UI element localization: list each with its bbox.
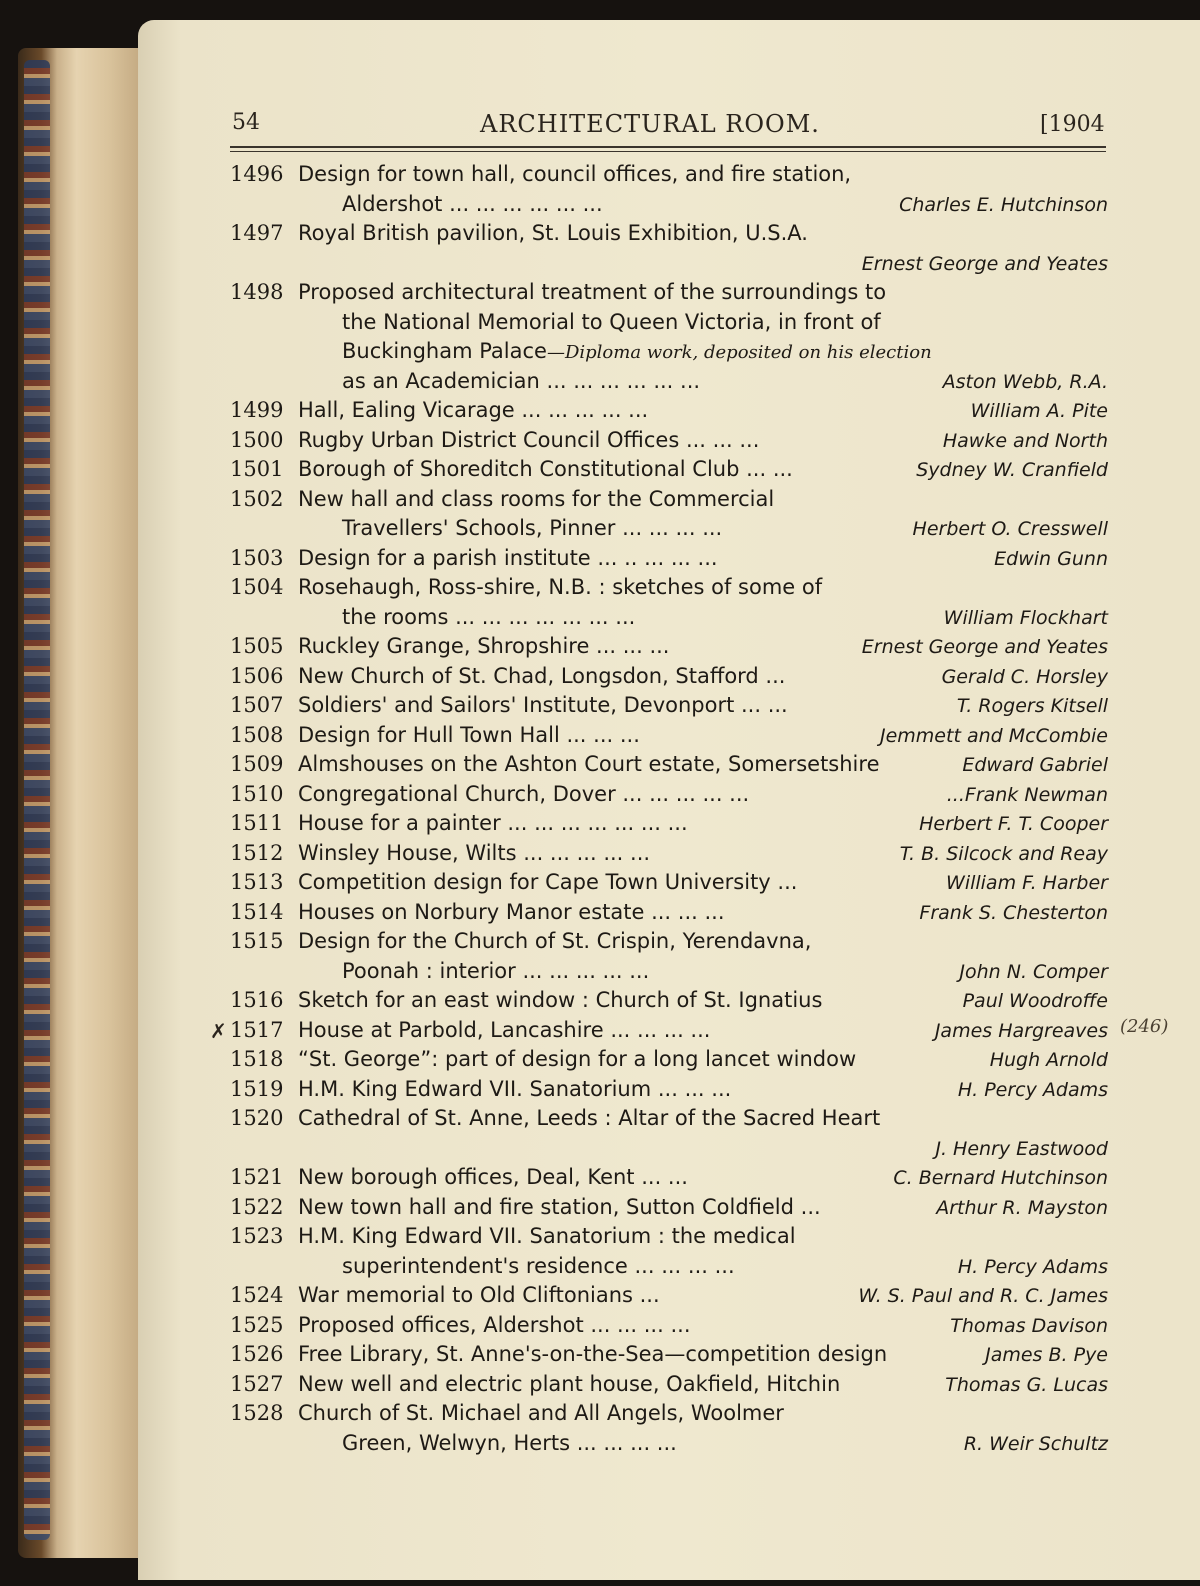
architect-name: ...Frank Newman bbox=[946, 783, 1108, 806]
catalogue-entry bbox=[0, 809, 1200, 839]
entry-description: superintendent's residence ... ... ... ... bbox=[342, 1253, 735, 1278]
catalogue-entry bbox=[0, 927, 1200, 986]
header-rule bbox=[230, 146, 1106, 148]
architect-name: T. B. Silcock and Reay bbox=[899, 842, 1108, 865]
architect-name: T. Rogers Kitsell bbox=[956, 695, 1108, 717]
entry-description: Proposed architectural treatment of the surroundings to bbox=[298, 280, 887, 304]
entry-description: Travellers' Schools, Pinner ... ... ... ... bbox=[342, 516, 723, 540]
entry-description: Ruckley Grange, Shropshire ... ... ... bbox=[298, 634, 670, 658]
catalogue-number: 1513 bbox=[230, 870, 284, 894]
architect-name: Jemmett and McCombie bbox=[880, 724, 1108, 747]
entry-line bbox=[0, 337, 1200, 367]
entry-line bbox=[0, 662, 1200, 692]
entry-description: the National Memorial to Queen Victoria, in front of bbox=[342, 309, 881, 334]
entry-line bbox=[0, 1252, 1200, 1282]
catalogue-entry bbox=[0, 1016, 1200, 1046]
catalogue-entry bbox=[0, 455, 1200, 485]
entry-line bbox=[0, 868, 1200, 898]
catalogue-number: 1527 bbox=[230, 1371, 284, 1396]
catalogue-number: 1503 bbox=[230, 545, 284, 570]
catalogue-number: 1512 bbox=[230, 840, 284, 865]
catalogue-number: 1523 bbox=[230, 1224, 284, 1248]
entry-description: Houses on Norbury Manor estate ... ... ... bbox=[298, 899, 725, 924]
entry-line bbox=[0, 219, 1200, 249]
entry-description: “St. George”: part of design for a long lancet window bbox=[298, 1047, 857, 1071]
entry-line bbox=[0, 426, 1200, 456]
entry-line bbox=[0, 927, 1200, 957]
catalogue-number: 1514 bbox=[230, 899, 284, 924]
catalogue-entry bbox=[0, 868, 1200, 898]
catalogue-number: 1509 bbox=[230, 752, 284, 776]
entry-description: Winsley House, Wilts ... ... ... ... ... bbox=[298, 840, 651, 865]
catalogue-entry bbox=[0, 278, 1200, 396]
catalogue-entry bbox=[0, 426, 1200, 456]
running-year: [1904 bbox=[1040, 112, 1105, 137]
entry-line bbox=[0, 691, 1200, 721]
architect-name: Herbert O. Cresswell bbox=[912, 518, 1108, 540]
catalogue-number: 1505 bbox=[230, 634, 284, 658]
architect-name: Herbert F. T. Cooper bbox=[919, 813, 1108, 835]
entry-line bbox=[0, 278, 1200, 308]
entry-line bbox=[0, 632, 1200, 662]
catalogue-number: 1511 bbox=[230, 811, 284, 835]
architect-name: James Hargreaves bbox=[934, 1019, 1108, 1042]
catalogue-entry bbox=[0, 1311, 1200, 1341]
architect-name: Edward Gabriel bbox=[962, 754, 1108, 776]
catalogue-number: 1504 bbox=[230, 575, 284, 599]
entry-description: Design for a parish institute ... .. ... ... ... bbox=[298, 545, 718, 570]
entry-line bbox=[0, 780, 1200, 810]
entry-description: Rugby Urban District Council Offices ... ... ... bbox=[298, 427, 760, 452]
entry-line bbox=[0, 1281, 1200, 1311]
catalogue-entry bbox=[0, 721, 1200, 751]
entry-description: New borough offices, Deal, Kent ... ... bbox=[298, 1165, 688, 1189]
entry-description: Royal British pavilion, St. Louis Exhibition, U.S.A. bbox=[298, 221, 808, 245]
entry-line bbox=[0, 1045, 1200, 1075]
entry-description: Church of St. Michael and All Angels, Woolmer bbox=[298, 1401, 784, 1425]
catalogue-entry bbox=[0, 898, 1200, 928]
entry-line bbox=[0, 1104, 1200, 1134]
catalogue-entry bbox=[0, 839, 1200, 869]
catalogue-number: 1519 bbox=[230, 1076, 284, 1101]
architect-name: William Flockhart bbox=[943, 606, 1108, 629]
entry-description: H.M. King Edward VII. Sanatorium ... ... ... bbox=[298, 1076, 732, 1101]
architect-name: Thomas Davison bbox=[950, 1314, 1108, 1337]
catalogue-number: 1516 bbox=[230, 988, 284, 1012]
catalogue-number: 1524 bbox=[230, 1283, 284, 1307]
architect-name: W. S. Paul and R. C. James bbox=[858, 1285, 1108, 1307]
entry-line bbox=[0, 1222, 1200, 1252]
entry-description: Congregational Church, Dover ... ... ... ... ... bbox=[298, 781, 750, 806]
entry-description: Design for the Church of St. Crispin, Yerendavna, bbox=[298, 929, 812, 953]
entry-line bbox=[0, 190, 1200, 220]
catalogue-entry bbox=[0, 1281, 1200, 1311]
catalogue-number: 1517 bbox=[230, 1017, 284, 1042]
catalogue-entry bbox=[0, 1075, 1200, 1105]
architect-name: Hawke and North bbox=[942, 429, 1108, 452]
catalogue-number: 1507 bbox=[230, 693, 284, 717]
architect-name: Sydney W. Cranfield bbox=[916, 459, 1108, 481]
entry-description: Almshouses on the Ashton Court estate, Somersetshire bbox=[298, 752, 880, 776]
architect-name: H. Percy Adams bbox=[957, 1078, 1108, 1101]
catalogue-number: 1508 bbox=[230, 722, 284, 747]
entry-description: Aldershot ... ... ... ... ... ... bbox=[342, 191, 603, 216]
entry-line bbox=[0, 514, 1200, 544]
entry-line bbox=[0, 1016, 1200, 1046]
catalogue-number: 1499 bbox=[230, 398, 284, 422]
catalogue-entry bbox=[0, 1193, 1200, 1223]
entry-line bbox=[0, 1429, 1200, 1459]
page-title: ARCHITECTURAL ROOM. bbox=[480, 110, 820, 138]
catalogue-number: 1496 bbox=[230, 162, 284, 186]
entry-description: Design for Hull Town Hall ... ... ... bbox=[298, 722, 640, 747]
entry-description: as an Academician ... ... ... ... ... ... bbox=[342, 368, 701, 393]
catalogue-entry bbox=[0, 396, 1200, 426]
entry-line bbox=[0, 1311, 1200, 1341]
entry-line bbox=[0, 160, 1200, 190]
catalogue-entry bbox=[0, 1340, 1200, 1370]
catalogue-number: 1528 bbox=[230, 1401, 284, 1425]
entry-description: House at Parbold, Lancashire ... ... ... ... bbox=[298, 1017, 711, 1042]
margin-mark: ✗ bbox=[210, 1018, 227, 1043]
catalogue-number: 1510 bbox=[230, 781, 284, 806]
architect-name: Edwin Gunn bbox=[994, 547, 1108, 570]
catalogue-entry bbox=[0, 662, 1200, 692]
entry-line bbox=[0, 455, 1200, 485]
catalogue-entry bbox=[0, 1370, 1200, 1400]
entry-description: Cathedral of St. Anne, Leeds : Altar of the Sacred Heart bbox=[298, 1106, 881, 1130]
entry-line bbox=[0, 603, 1200, 633]
catalogue-number: 1518 bbox=[230, 1047, 284, 1071]
architect-name: H. Percy Adams bbox=[957, 1255, 1108, 1278]
catalogue-entries bbox=[0, 160, 1200, 1458]
architect-name: Charles E. Hutchinson bbox=[899, 193, 1108, 216]
entry-description: Buckingham Palace—Diploma work, deposited on his election bbox=[342, 339, 932, 363]
italic-note: —Diploma work, deposited on his election bbox=[546, 342, 932, 363]
entry-description: H.M. King Edward VII. Sanatorium : the medical bbox=[298, 1224, 796, 1248]
entry-description: Competition design for Cape Town University ... bbox=[298, 870, 798, 894]
architect-name: R. Weir Schultz bbox=[963, 1432, 1108, 1455]
architect-name: Ernest George and Yeates bbox=[861, 636, 1108, 658]
catalogue-entry bbox=[0, 1163, 1200, 1193]
catalogue-entry bbox=[0, 160, 1200, 219]
entry-line bbox=[0, 544, 1200, 574]
entry-line bbox=[0, 809, 1200, 839]
entry-line bbox=[0, 986, 1200, 1016]
entry-line bbox=[0, 1193, 1200, 1223]
entry-line bbox=[0, 485, 1200, 515]
catalogue-entry bbox=[0, 1399, 1200, 1458]
catalogue-entry bbox=[0, 986, 1200, 1016]
catalogue-entry bbox=[0, 1104, 1200, 1163]
architect-name: William A. Pite bbox=[970, 400, 1108, 422]
catalogue-entry bbox=[0, 544, 1200, 574]
architect-name: James B. Pye bbox=[985, 1344, 1108, 1366]
entry-description: the rooms ... ... ... ... ... ... ... bbox=[342, 604, 636, 629]
catalogue-number: 1515 bbox=[230, 929, 284, 953]
catalogue-entry bbox=[0, 573, 1200, 632]
page-header bbox=[0, 110, 1200, 150]
entry-line bbox=[0, 1163, 1200, 1193]
entry-line bbox=[0, 396, 1200, 426]
entry-line bbox=[0, 573, 1200, 603]
catalogue-entry bbox=[0, 1045, 1200, 1075]
entry-line bbox=[0, 1340, 1200, 1370]
entry-line bbox=[0, 249, 1200, 279]
catalogue-number: 1497 bbox=[230, 221, 284, 245]
entry-description: War memorial to Old Cliftonians ... bbox=[298, 1283, 660, 1307]
entry-description: Rosehaugh, Ross-shire, N.B. : sketches of some of bbox=[298, 575, 823, 599]
header-rule-thin bbox=[230, 151, 1106, 152]
handwritten-annotation: (246) bbox=[1120, 1015, 1169, 1037]
architect-name: William F. Harber bbox=[946, 872, 1108, 894]
catalogue-number: 1500 bbox=[230, 427, 284, 452]
architect-name: Gerald C. Horsley bbox=[941, 665, 1108, 688]
architect-name: Arthur R. Mayston bbox=[936, 1196, 1108, 1219]
entry-line bbox=[0, 1075, 1200, 1105]
catalogue-number: 1502 bbox=[230, 486, 284, 511]
catalogue-number: 1522 bbox=[230, 1194, 284, 1219]
entry-line bbox=[0, 1370, 1200, 1400]
entry-line bbox=[0, 898, 1200, 928]
catalogue-entry bbox=[0, 485, 1200, 544]
entry-line bbox=[0, 367, 1200, 397]
catalogue-number: 1526 bbox=[230, 1342, 284, 1366]
architect-name: Aston Webb, R.A. bbox=[942, 370, 1108, 393]
entry-description: Design for town hall, council offices, and fire station, bbox=[298, 162, 852, 186]
entry-description: Free Library, St. Anne's-on-the-Sea—competition design bbox=[298, 1342, 888, 1366]
entry-description: Hall, Ealing Vicarage ... ... ... ... ... bbox=[298, 398, 649, 422]
entry-description: House for a painter ... ... ... ... ... ... ... bbox=[298, 811, 688, 835]
entry-line bbox=[0, 1399, 1200, 1429]
entry-description: Soldiers' and Sailors' Institute, Devonport ... ... bbox=[298, 693, 788, 717]
catalogue-entry bbox=[0, 219, 1200, 278]
entry-description: Green, Welwyn, Herts ... ... ... ... bbox=[342, 1430, 677, 1455]
catalogue-number: 1498 bbox=[230, 280, 284, 304]
catalogue-entry bbox=[0, 1222, 1200, 1281]
architect-name: Frank S. Chesterton bbox=[919, 901, 1108, 924]
entry-line bbox=[0, 308, 1200, 338]
entry-line bbox=[0, 1134, 1200, 1164]
catalogue-number: 1520 bbox=[230, 1106, 284, 1130]
entry-description: Poonah : interior ... ... ... ... ... bbox=[342, 958, 650, 983]
catalogue-number: 1525 bbox=[230, 1312, 284, 1337]
entry-line bbox=[0, 957, 1200, 987]
catalogue-entry bbox=[0, 632, 1200, 662]
architect-name: Paul Woodroffe bbox=[962, 990, 1108, 1012]
entry-description: Sketch for an east window : Church of St. Ignatius bbox=[298, 988, 823, 1012]
architect-name: Thomas G. Lucas bbox=[945, 1373, 1108, 1396]
architect-name: Ernest George and Yeates bbox=[861, 252, 1108, 275]
entry-description: New Church of St. Chad, Longsdon, Stafford ... bbox=[298, 663, 786, 688]
entry-description: Proposed offices, Aldershot ... ... ... ... bbox=[298, 1312, 691, 1337]
architect-name: John N. Comper bbox=[959, 960, 1108, 983]
architect-name: Hugh Arnold bbox=[989, 1049, 1108, 1071]
page-number: 54 bbox=[232, 110, 260, 135]
catalogue-number: 1521 bbox=[230, 1165, 284, 1189]
architect-name: C. Bernard Hutchinson bbox=[893, 1167, 1108, 1189]
architect-name: J. Henry Eastwood bbox=[935, 1137, 1108, 1160]
catalogue-number: 1506 bbox=[230, 663, 284, 688]
catalogue-number: 1501 bbox=[230, 457, 284, 481]
entry-description: New town hall and fire station, Sutton Coldfield ... bbox=[298, 1194, 821, 1219]
entry-description: New hall and class rooms for the Commercial bbox=[298, 486, 775, 511]
entry-line bbox=[0, 839, 1200, 869]
entry-line bbox=[0, 721, 1200, 751]
catalogue-entry bbox=[0, 750, 1200, 780]
entry-line bbox=[0, 750, 1200, 780]
catalogue-entry bbox=[0, 780, 1200, 810]
entry-description: New well and electric plant house, Oakfield, Hitchin bbox=[298, 1371, 841, 1396]
entry-description: Borough of Shoreditch Constitutional Club ... ... bbox=[298, 457, 793, 481]
catalogue-entry bbox=[0, 691, 1200, 721]
